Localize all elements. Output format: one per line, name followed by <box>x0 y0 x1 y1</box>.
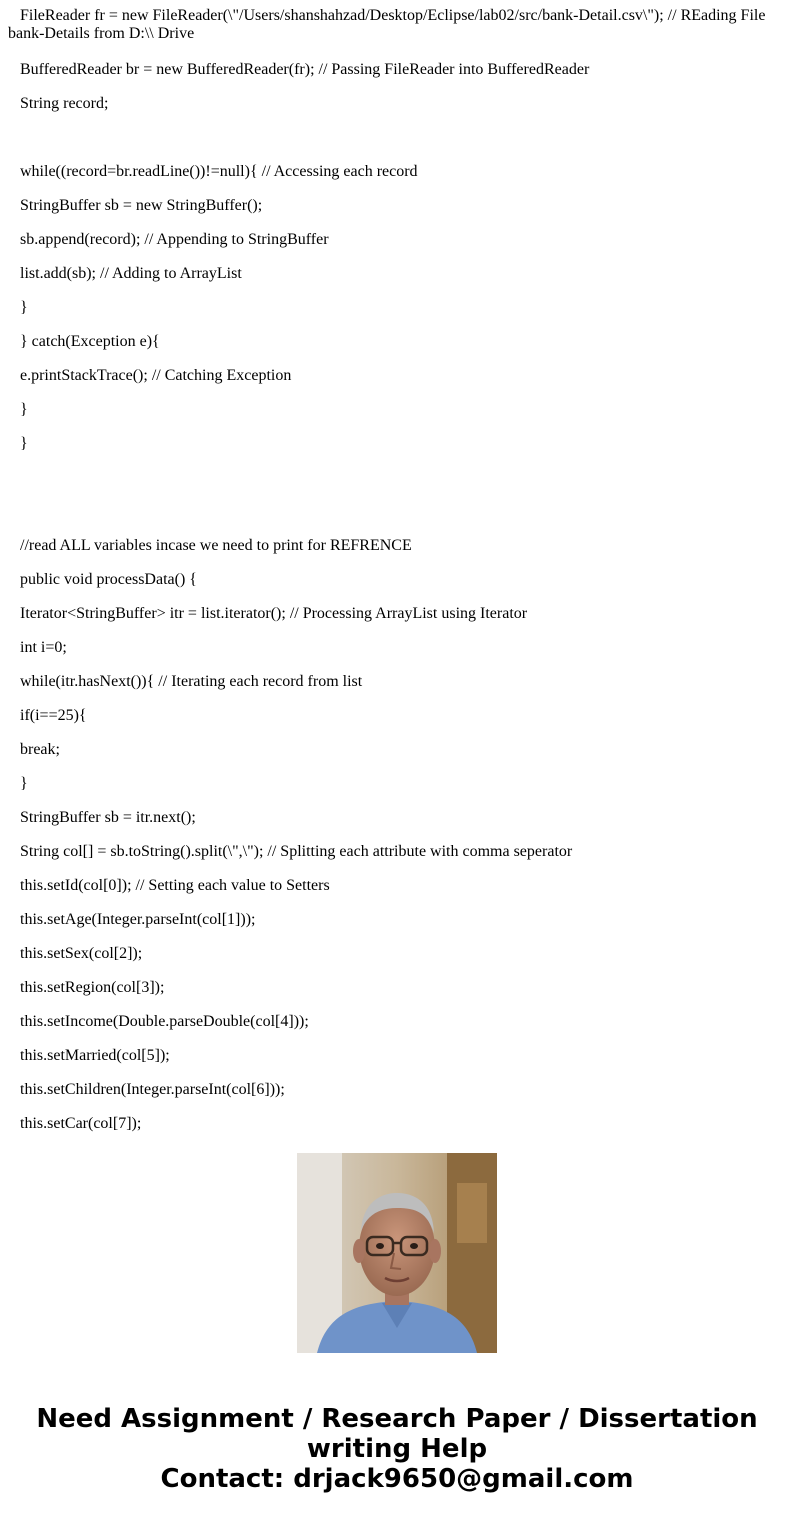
code-line: if(i==25){ <box>20 707 87 724</box>
code-line: //read ALL variables incase we need to print for REFRENCE <box>20 537 412 554</box>
code-line: Iterator<StringBuffer> itr = list.iterator(); // Processing ArrayList using Iterator <box>20 605 528 622</box>
author-portrait-image <box>297 1153 497 1353</box>
code-line: e.printStackTrace(); // Catching Exception <box>20 367 292 384</box>
code-line: this.setId(col[0]); // Setting each value to Setters <box>20 877 330 894</box>
code-line: } catch(Exception e){ <box>20 333 160 350</box>
code-line: while((record=br.readLine())!=null){ // Accessing each record <box>20 163 418 180</box>
code-line: this.setRegion(col[3]); <box>20 979 165 996</box>
code-line: list.add(sb); // Adding to ArrayList <box>20 265 242 282</box>
code-line: public void processData() { <box>20 571 197 588</box>
code-line: this.setChildren(Integer.parseInt(col[6])); <box>20 1081 285 1098</box>
code-line: StringBuffer sb = new StringBuffer(); <box>20 197 263 214</box>
code-line: } <box>20 775 28 792</box>
code-line-filereader: FileReader fr = new FileReader(\"/Users/shanshahzad/Desktop/Eclipse/lab02/src/bank-Detail.csv\"); // REading File bank-Details from D:\\ Drive <box>8 7 766 42</box>
code-line: String record; <box>20 95 109 112</box>
code-line: BufferedReader br = new BufferedReader(fr); // Passing FileReader into BufferedReader <box>20 61 590 78</box>
code-line: break; <box>20 741 60 758</box>
code-line: } <box>20 401 28 418</box>
code-line: } <box>20 299 28 316</box>
promo-banner <box>0 1404 794 1494</box>
code-line: this.setAge(Integer.parseInt(col[1])); <box>20 911 256 928</box>
code-line: this.setMarried(col[5]); <box>20 1047 170 1064</box>
code-line: sb.append(record); // Appending to StringBuffer <box>20 231 329 248</box>
code-line: while(itr.hasNext()){ // Iterating each record from list <box>20 673 363 690</box>
code-line: this.setCar(col[7]); <box>20 1115 142 1132</box>
code-line: String col[] = sb.toString().split(\",\"); // Splitting each attribute with comma seperator <box>20 843 573 860</box>
promo-line-1: Need Assignment / Research Paper / Dissertation <box>36 1404 758 1434</box>
code-line: } <box>20 435 28 452</box>
code-line: this.setSex(col[2]); <box>20 945 143 962</box>
promo-line-3: Contact: drjack9650@gmail.com <box>160 1464 634 1494</box>
code-line: this.setIncome(Double.parseDouble(col[4])); <box>20 1013 309 1030</box>
code-line: int i=0; <box>20 639 67 656</box>
author-avatar <box>297 1153 497 1353</box>
promo-line-2: writing Help <box>306 1434 488 1464</box>
code-line: StringBuffer sb = itr.next(); <box>20 809 196 826</box>
